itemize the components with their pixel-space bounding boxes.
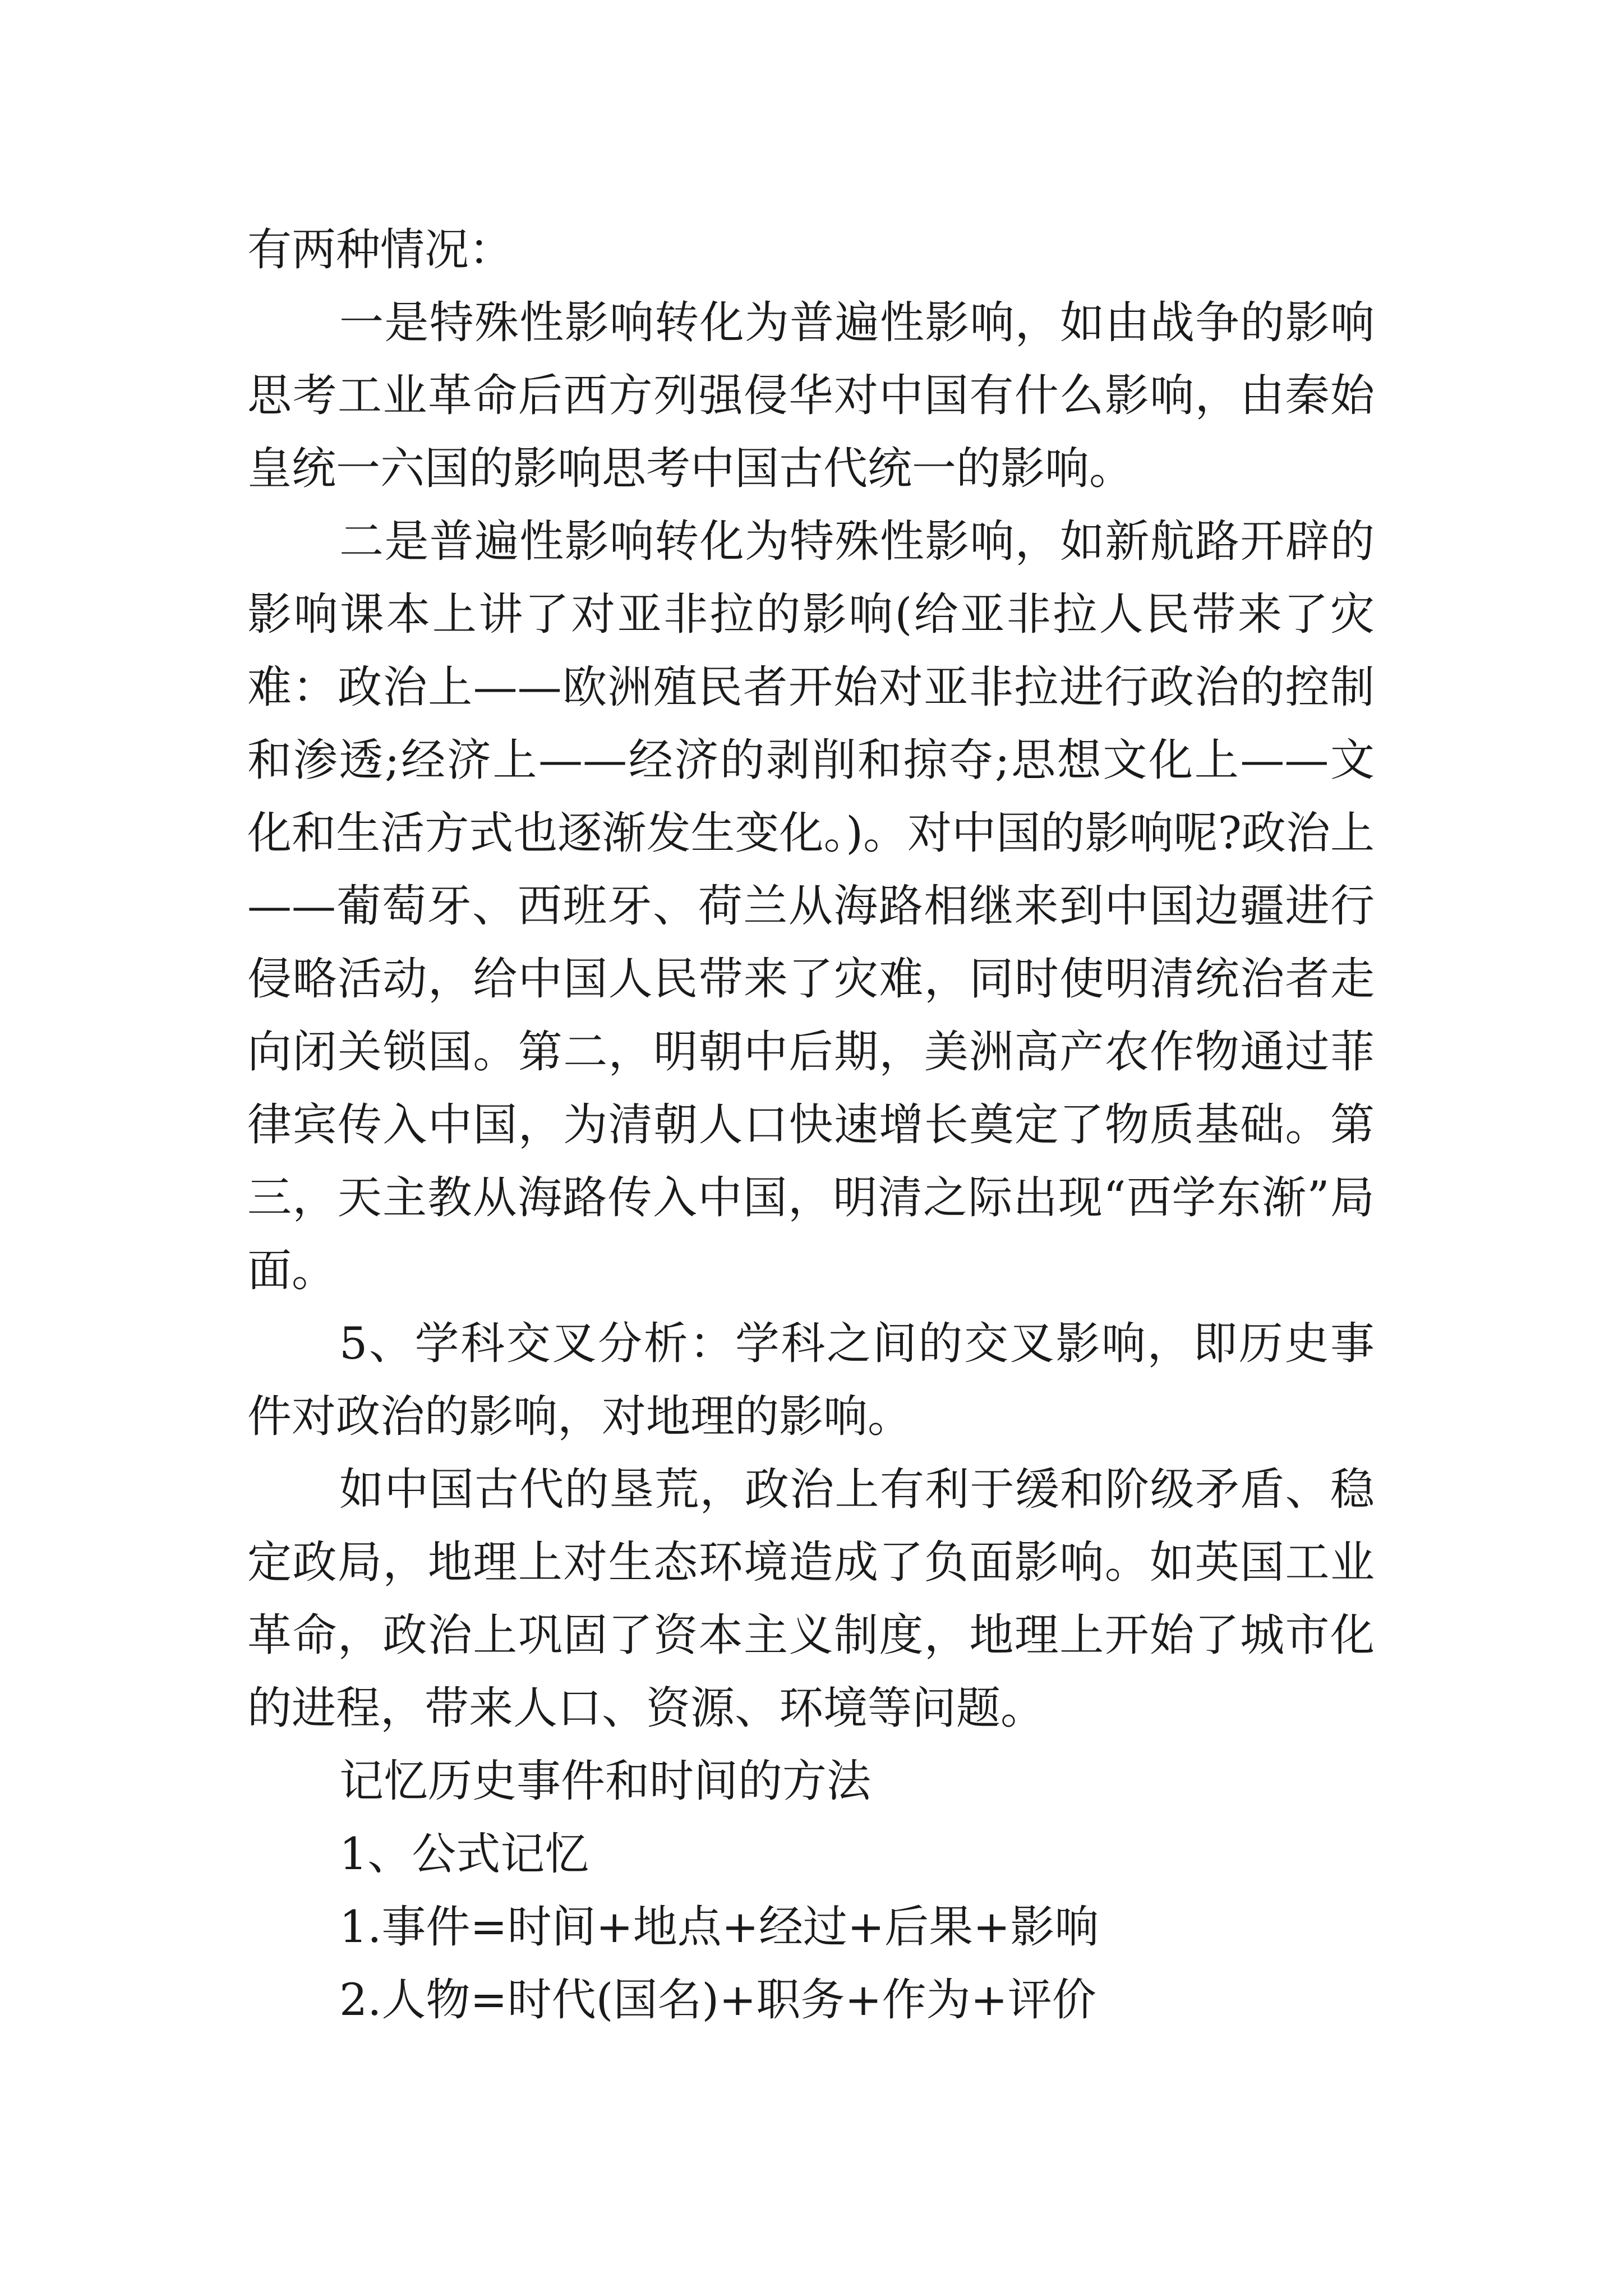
paragraph-person-formula: 2.人物=时代(国名)+职务+作为+评价 xyxy=(339,1974,1096,2026)
body-text xyxy=(247,213,1375,2036)
paragraph-examples: 如中国古代的垦荒，政治上有利于缓和阶级矛盾、稳定政局，地理上对生态环境造成了负面影响。如英国工业革命，政治上巩固了资本主义制度，地理上开始了城市化的进程，带来人口、资源、环境等问题。 xyxy=(247,1464,1375,1734)
paragraph-special-to-general: 一是特殊性影响转化为普遍性影响，如由战争的影响思考工业革命后西方列强侵华对中国有什么影响，由秦始皇统一六国的影响思考中国古代统一的影响。 xyxy=(247,297,1375,494)
paragraph-cross-discipline: 5、学科交叉分析：学科之间的交叉影响，即历史事件对政治的影响，对地理的影响。 xyxy=(247,1318,1375,1442)
paragraph-memory-methods-heading: 记忆历史事件和时间的方法 xyxy=(339,1755,871,1807)
paragraph-formula-memory: 1、公式记忆 xyxy=(339,1828,589,1880)
paragraph-two-situations: 有两种情况： xyxy=(247,224,513,275)
paragraph-event-formula: 1.事件=时间+地点+经过+后果+影响 xyxy=(339,1901,1099,1953)
paragraph-general-to-special: 二是普遍性影响转化为特殊性影响，如新航路开辟的影响课本上讲了对亚非拉的影响(给亚非拉人民带来了灾难：政治上——欧洲殖民者开始对亚非拉进行政治的控制和渗透;经济上——经济的剥削和掠夺;思想文化上——文化和生活方式也逐渐发生变化。)。对中国的影响呢?政治上——葡萄牙、西班牙、荷兰从海路相继来到中国边疆进行侵略活动，给中国人民带来了灾难，同时使明清统治者走向闭关锁国。第二，明朝中后期，美洲高产农作物通过菲律宾传入中国，为清朝人口快速增长奠定了物质基础。第三，天主教从海路传入中国，明清之际出现“西学东渐”局面。 xyxy=(247,516,1375,1296)
